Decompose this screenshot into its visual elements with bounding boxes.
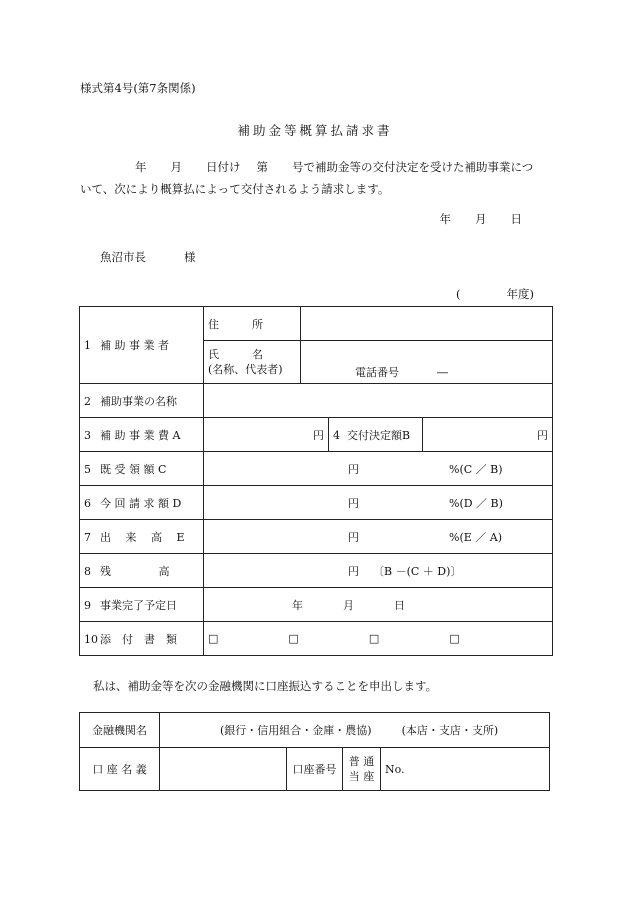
body-year: 年 [135,160,147,174]
balance-formula: 〔B －(C ＋ D)〕 [373,564,462,578]
project-cost-field[interactable] [204,418,329,452]
attachment-checkbox-3[interactable]: □ [368,632,380,645]
row-label: 添 付 書 類 [100,632,177,646]
account-number-field[interactable] [381,748,550,791]
row-number: 6 [84,496,91,510]
addressee-honorific: 様 [184,250,196,264]
institution-types: (銀行・信用組合・金庫・農協) [220,724,372,737]
row-number: 4 [333,428,340,442]
percent-formula: %(E ／ A) [449,530,503,544]
address-field[interactable] [301,307,553,341]
bank-transfer-note: 私は、補助金等を次の金融機関に口座振込することを申出します。 [93,679,438,693]
account-type-ordinary[interactable]: 普 通 [348,755,375,768]
row-project-cost-label [80,418,204,452]
yen-unit: 円 [348,462,359,476]
attachment-checkbox-4[interactable]: □ [449,632,460,645]
percent-formula: %(D ／ B) [449,496,503,510]
date-year: 年 [439,212,451,226]
received-amount-field[interactable] [204,452,553,486]
row-project-name-label [80,384,204,418]
row-number: 8 [84,564,91,578]
document-title: 補助金等概算払請求書 [237,123,393,138]
completion-year: 年 [292,598,303,612]
row-label: 残 高 [100,564,170,578]
completion-day: 日 [394,598,405,612]
attachment-checkbox-2[interactable]: □ [288,632,299,645]
institution-field[interactable] [160,713,550,748]
body-day-ref: 日付け [206,160,241,174]
row-decision-amount-label [329,418,423,452]
completion-month: 月 [343,598,354,612]
row-label: 事業完了予定日 [100,598,177,612]
date-month: 月 [475,212,487,226]
name-label-sub: (名称、代表者) [208,363,283,376]
row-label: 既 受 領 額 C [100,462,167,476]
yen-unit: 円 [537,428,548,442]
completion-date-field[interactable] [204,588,553,622]
row-label: 今 回 請 求 額 D [100,496,182,510]
row-attachments-label [80,622,204,656]
account-holder-field[interactable] [160,748,287,791]
phone-label: 電話番号 [355,366,399,379]
row-label: 出 来 高 E [100,530,185,544]
row-label: 補 助 事 業 費 A [100,428,181,442]
yen-unit: 円 [313,428,324,442]
address-label: 住 所 [204,307,301,341]
progress-field[interactable] [204,520,553,554]
name-label-cell [204,341,301,384]
row-applicant-label [80,307,204,384]
yen-unit: 円 [348,496,359,510]
account-no-label: No. [385,762,405,776]
fiscal-year-text: 年度) [506,287,534,301]
body-line-2: いて、次により概算払によって交付されるよう請求します。 [80,182,390,196]
account-type-current[interactable]: 当 座 [348,770,375,783]
row-number: 3 [84,428,91,442]
balance-field[interactable] [204,554,553,588]
row-progress-label [80,520,204,554]
date-day: 日 [510,212,522,226]
current-request-field[interactable] [204,486,553,520]
addressee [100,249,196,265]
row-label: 補助事業の名称 [100,394,177,408]
bank-account-table [79,712,550,791]
project-name-field[interactable] [204,384,553,418]
request-body-text [80,156,550,200]
branch-types: (本店・支店・支所) [401,724,499,737]
yen-unit: 円 [348,530,359,544]
row-number: 1 [84,339,91,352]
attachment-checkbox-1[interactable]: □ [208,632,219,645]
row-balance-label [80,554,204,588]
row-label: 交付決定額B [347,428,411,442]
body-number-suffix: 号で補助金等の交付決定を受けた補助事業につ [292,160,534,174]
row-number: 2 [84,394,91,408]
row-received-label [80,452,204,486]
subsidy-request-table [79,306,553,656]
account-type-cell [343,748,381,791]
body-number-prefix: 第 [256,160,268,174]
request-date [440,211,523,227]
addressee-name: 魚沼市長 [100,250,146,264]
yen-unit: 円 [348,564,359,578]
percent-formula: %(C ／ B) [449,462,503,476]
row-number: 10 [84,632,98,646]
account-number-label: 口座番号 [287,748,343,791]
attachments-field [204,622,553,656]
phone-dash: ― [437,366,448,379]
row-number: 7 [84,530,91,544]
name-field[interactable] [301,341,553,384]
account-holder-label: 口 座 名 義 [80,748,160,791]
row-number: 5 [84,462,91,476]
row-completion-date-label [80,588,204,622]
fiscal-year-open: ( [456,287,461,301]
row-number: 9 [84,598,91,612]
body-month: 月 [170,160,182,174]
row-label: 補 助 事 業 者 [100,339,169,352]
fiscal-year-label [456,286,534,302]
decision-amount-field[interactable] [423,418,553,452]
name-label: 氏 名 [208,348,263,361]
institution-label: 金融機関名 [80,713,160,748]
form-number: 様式第4号(第7条関係) [80,81,196,95]
row-current-request-label [80,486,204,520]
